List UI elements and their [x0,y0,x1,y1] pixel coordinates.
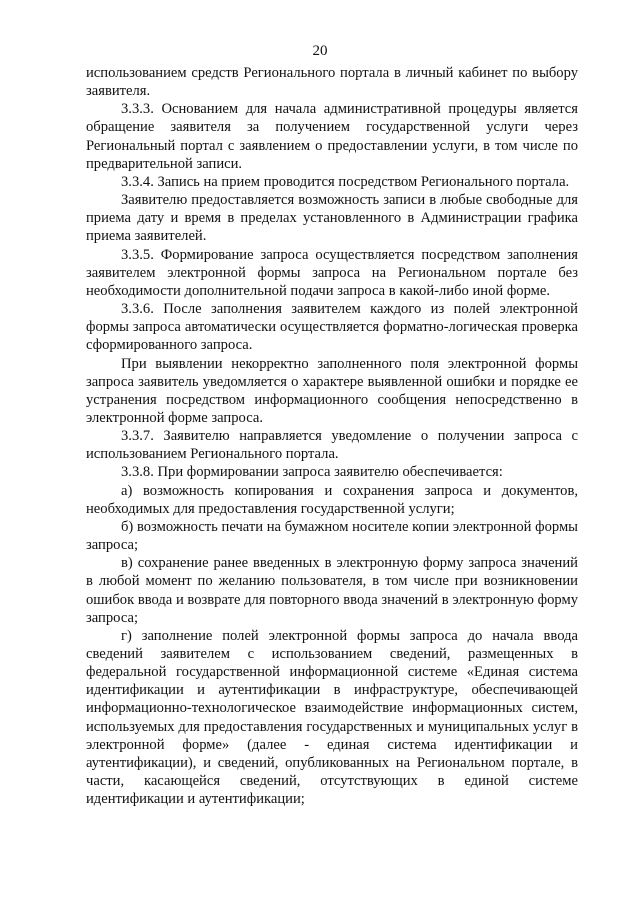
paragraph-3-3-7: 3.3.7. Заявителю направляется уведомление о получении запроса с использованием Регионального портала. [86,428,578,463]
paragraph-3-3-3: 3.3.3. Основанием для начала административной процедуры является обращение заявителя за получением государственной услуги через Региональный портал с заявлением о предоставлении услуги, в том числе по предварительной записи. [86,101,578,172]
list-item-g: г) заполнение полей электронной формы запроса до начала ввода сведений заявителем с использованием сведений, размещенных в федеральной государственной информационной системе «Единая система идентификации и аутентификации в инфраструктуре, обеспечивающей информационно-технологическое взаимодействие информационных систем, используемых для предоставления государственных и муниципальных услуг в электронной форме» (далее - единая система идентификации и аутентификации), и сведений, опубликованных на Региональном портале, в части, касающейся сведений, отсутствующих в единой системе идентификации и аутентификации; [86,627,578,808]
paragraph-3-3-5: 3.3.5. Формирование запроса осуществляется посредством заполнения заявителем электронной формы запроса на Региональном портале без необходимости дополнительной подачи запроса в какой-либо иной форме. [86,246,578,299]
paragraph-3-3-6: 3.3.6. После заполнения заявителем каждого из полей электронной формы запроса автоматически осуществляется форматно-логическая проверка сформированного запроса. [86,301,578,354]
paragraph-continuation: использованием средств Регионального портала в личный кабинет по выбору заявителя. [86,65,578,100]
paragraph-3-3-4: 3.3.4. Запись на прием проводится посредством Регионального портала. [121,173,570,190]
list-item-a: а) возможность копирования и сохранения запроса и документов, необходимых для предоставления государственной услуги; [86,482,578,517]
list-item-b: б) возможность печати на бумажном носителе копии электронной формы запроса; [86,518,578,554]
paragraph-appointment-options: Заявителю предоставляется возможность записи в любые свободные для приема дату и время в пределах установленного в Администрации графика приема заявителей. [86,192,578,245]
page-number: 20 [312,43,328,59]
paragraph-error-notification: При выявлении некорректно заполненного поля электронной формы запроса заявитель уведомляется о характере выявленной ошибки и порядке ее устранения посредством информационного сообщения непосредственно в электронной форме запроса. [86,355,578,426]
list-item-v: в) сохранение ранее введенных в электронную форму запроса значений в любой момент по желанию пользователя, в том числе при возникновении ошибок ввода и возврате для повторного ввода значений в электронную форму запроса; [86,555,578,626]
document-body [86,64,578,808]
paragraph-3-3-8: 3.3.8. При формировании запроса заявителю обеспечивается: [121,464,503,481]
